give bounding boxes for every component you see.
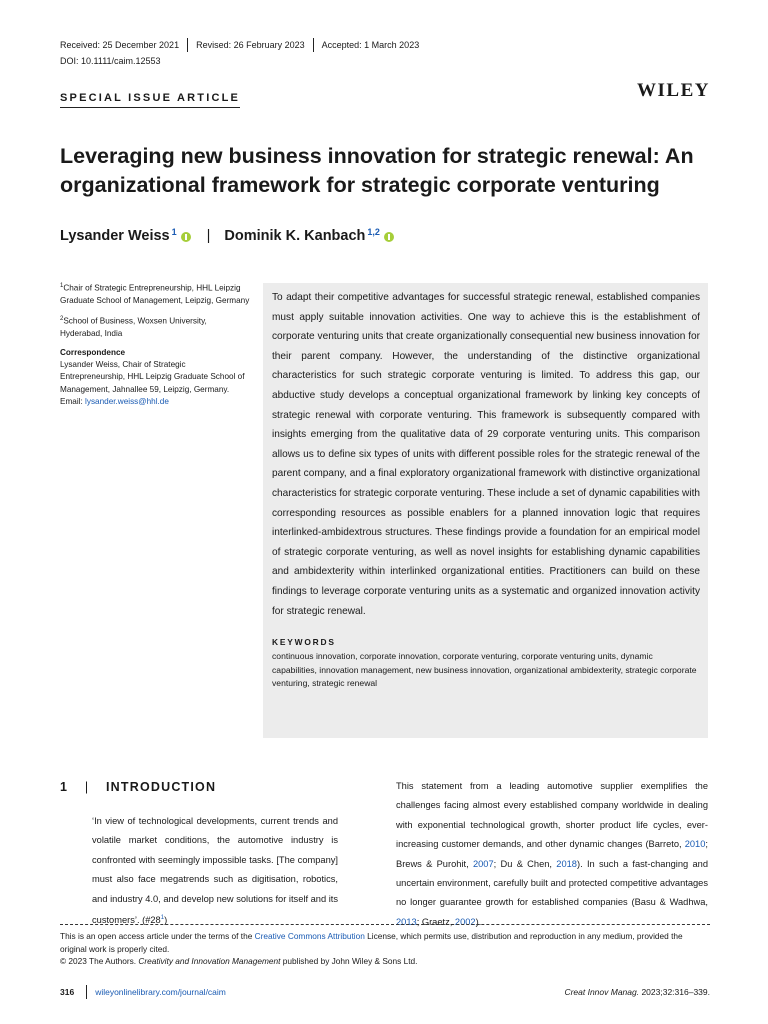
epigraph-quote: ‘In view of technological developments, current trends and volatile market conditions, the automotive industry is confronted with seemingly impossible tasks. [The company] must also face megatrends such as digitisation, robotics, and industry 4.0, and develop new solutions for itself and its customers’. $(\#28^1)$ xyxy=(92,816,338,926)
section-heading xyxy=(60,780,216,794)
author-name[interactable]: Dominik K. Kanbach xyxy=(224,228,366,244)
abstract-box xyxy=(263,283,708,738)
license-link[interactable]: Creative Commons Attribution xyxy=(254,931,365,941)
received-date: Received: 25 December 2021 xyxy=(60,40,180,50)
intro-paragraph: This statement from a leading automotive supplier exemplifies the challenges facing almost every established company worldwide in dealing with exponential technological growth, shorter product life cycles, ever-increasing customer demands, and other dynamic changes (Barreto, 2010; Brews & Purohit, 2007; Du & Chen, 2018). In such a fast-changing and uncertain environment, carefully built and protected competitive advantages no longer guarantee growth for established companies (Basu & Wadhwa, 2013; Graetz, 2002). xyxy=(396,781,708,927)
journal-name: Creativity and Innovation Management xyxy=(138,956,281,967)
footer-divider xyxy=(86,985,87,999)
article-title: Leveraging new business innovation for strategic renewal: An organizational framework for strategic corporate venturing xyxy=(60,144,694,197)
doi[interactable]: DOI: 10.1111/caim.12553 xyxy=(60,56,161,66)
journal-url-link[interactable]: wileyonlinelibrary.com/journal/caim xyxy=(95,987,226,997)
citation-link[interactable]: 2007 xyxy=(472,858,494,869)
journal-citation: Creat Innov Manag. 2023;32:316–339. xyxy=(564,987,710,997)
section-separator: | xyxy=(84,780,90,794)
accepted-date: Accepted: 1 March 2023 xyxy=(321,40,420,50)
keywords-heading: KEYWORDS xyxy=(272,637,336,648)
correspondence-text: Lysander Weiss, Chair of Strategic Entrepreneurship, HHL Leipzig Graduate School of Management, Jahnallee 59, Leipzig, Germany. Email: lysander.weiss@hhl.de xyxy=(60,359,245,406)
footnote-ref[interactable]: 1 xyxy=(160,915,165,922)
author-separator: | xyxy=(206,228,211,244)
page-footer xyxy=(60,985,710,999)
orcid-icon[interactable] xyxy=(181,232,191,242)
correspondence-heading: Correspondence xyxy=(60,347,126,357)
author-affiliation-ref[interactable]: 1,2 xyxy=(367,227,380,237)
page-number: 316 xyxy=(60,987,75,997)
license-notice: This is an open access article under the terms of the Creative Commons Attribution License, which permits use, distribution and reproduction in any medium, provided the original work is properly cited. © 2023 The Authors. Creativity and Innovation Management published by John Wiley & Sons Ltd. xyxy=(60,931,683,967)
revised-date: Revised: 26 February 2023 xyxy=(196,40,305,50)
section-number: 1 xyxy=(60,780,69,794)
article-type: SPECIAL ISSUE ARTICLE xyxy=(60,92,240,108)
email-link[interactable]: lysander.weiss@hhl.de xyxy=(85,396,169,406)
author-list xyxy=(60,228,394,244)
author-name[interactable]: Lysander Weiss xyxy=(60,228,170,244)
keywords-list: continuous innovation, corporate innovation, corporate venturing, corporate venturing units, dynamic capabilities, innovation management, new business innovation, organizational ambidexterity, strategic corporate venturing, strategic renewal xyxy=(272,651,697,689)
affiliation-1: $^1$Chair of Strategic Entrepreneurship, HHL Leipzig Graduate School of Management, Leipzig, Germany xyxy=(60,283,250,306)
section-title: INTRODUCTION xyxy=(105,780,217,794)
affiliations xyxy=(60,280,250,414)
author-affiliation-ref[interactable]: 1 xyxy=(171,227,177,237)
affiliation-2: $^2$School of Business, Woxsen University, Hyderabad, India xyxy=(60,316,207,339)
citation-link[interactable]: 2013 xyxy=(396,916,417,927)
citation-link[interactable]: 2002 xyxy=(454,916,476,927)
article-dates xyxy=(60,38,427,52)
orcid-icon[interactable] xyxy=(384,232,394,242)
citation-link[interactable]: 2010 xyxy=(684,839,706,850)
publisher-logo: WILEY xyxy=(637,80,710,101)
citation-link[interactable]: 2018 xyxy=(556,858,577,869)
footnote-divider xyxy=(60,924,710,925)
abstract-text: To adapt their competitive advantages for successful strategic renewal, established companies must apply suitable innovation activities. One way to achieve this is the establishment of corporate venturing units that create organizationally consequential new business innovation for their parent company. However, the understanding of the distinctive organizational characteristics for such strategic corporate venturing is limited. To address this gap, our abductive study develops a conceptual organizational framework by linking key concepts of strategic renewal with corporate venturing. This framework is subsequently compared with insights emerging from the qualitative data of 29 corporate venturing units. This comparison allows us to define six types of units with different possible roles for the strategic renewal of the parent company, and a final exploratory organizational framework with distinctive organizational characteristics for strategic corporate venturing. These include a set of dynamic capabilities with corresponding resources as possible enablers for a planned innovation logic that requires interlinked-ambidextrous structures. These findings provide a foundation for an empirical model of strategic corporate venturing, as well as novel insights for establishing dynamic capabilities and ambidexterity within interlinked organizational entities. Practitioners can build on these findings to leverage corporate venturing units as a systematic and organized innovation activity for strategic renewal. xyxy=(272,292,700,617)
